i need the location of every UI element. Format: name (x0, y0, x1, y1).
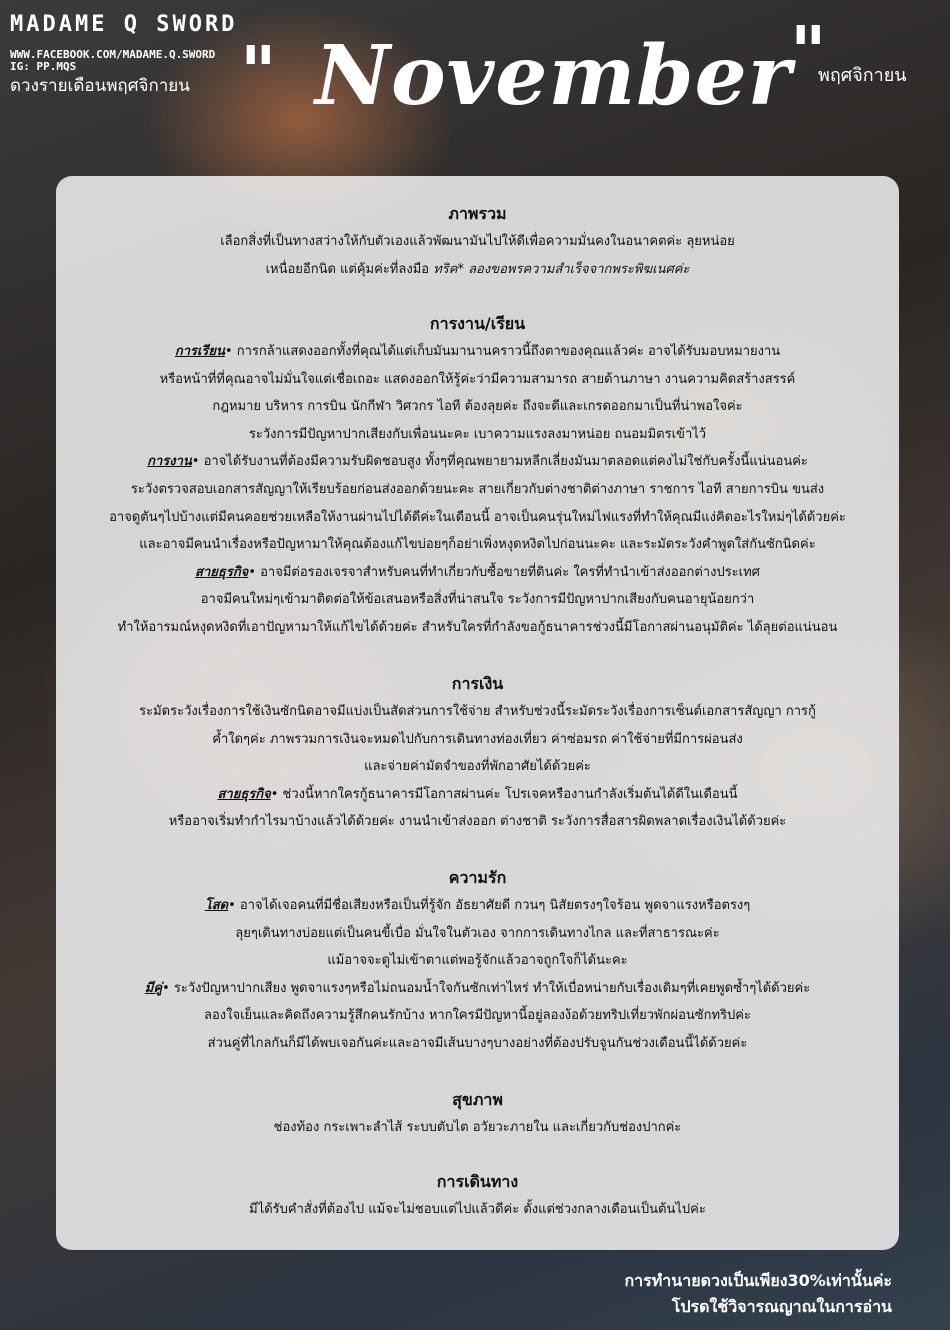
text-line: และจ่ายค่ามัดจำของที่พักอาศัยได้ด้วยค่ะ (364, 759, 591, 775)
text-line (56, 975, 899, 1003)
text-line: อาจดูตันๆไปบ้างแต่มีคนคอยช่วยเหลือให้งานผ่านไปได้ดีค่ะในเดือนนี้ อาจเป็นคนรุ่นใหม่ไฟแรงที่ทำให้คุณมีแง่คิดอะไรใหม่ๆได้ด้วยค่ะ (109, 509, 846, 525)
content-panel (56, 176, 899, 1250)
overview-section (56, 200, 899, 283)
text-line: ลองใจเย็นและคิดถึงความรู้สึกคนรักบ้าง หากใครมีปัญหานี้อยู่ลองง้อด้วยทริปเที่ยวพักผ่อนซักทริปค่ะ (204, 1008, 751, 1024)
text-line: ระมัดระวังเรื่องการใช้เงินซักนิดอาจมีแบ่งเป็นสัดส่วนการใช้จ่าย สำหรับช่วงนี้ระมัดระวังเรื่องการเซ็นต์เอกสารสัญญา การกู้ (139, 704, 816, 719)
text-line: หรืออาจเริ่มทำกำไรมาบ้างแล้วได้ด้วยค่ะ งานนำเข้าส่งออก ต่างชาติ ระวังการสื่อสารผิดพลาดเรื่องเงินได้ด้วยค่ะ (168, 814, 787, 830)
section-heading: ความรัก (448, 868, 507, 887)
title-quote-close: " (790, 10, 827, 93)
brand-subtitle: ดวงรายเดือนพฤศจิกายน (10, 76, 190, 96)
disclaimer-line: โปรดใช้วิจารณญาณในการอ่าน (671, 1297, 892, 1316)
tip-text: ทริค* ลองขอพรความสำเร็จจากพระพิฆเนศค่ะ (433, 261, 690, 277)
text-line: ลุยๆเดินทางบ่อยแต่เป็นคนขี้เบื่อ มั่นใจในตัวเอง จากการเดินทางไกล และที่สาธารณะค่ะ (235, 925, 720, 941)
text-line: เลือกสิ่งที่เป็นทางสว่างให้กับตัวเองแล้วพัฒนามันไปให้ดีเพื่อความมั่นคงในอนาคตค่ะ ลุยหน่อย (220, 234, 735, 249)
text-fragment: เหนื่อยอีกนิด แต่คุ้มค่ะที่ลงมือ (265, 261, 434, 277)
text-fragment: • อาจมีต่อรองเจรจาสำหรับคนที่ทำเกี่ยวกับซื้อขายที่ดินค่ะ ใครที่ทำนำเข้าส่งออกต่างประเทศ (248, 564, 760, 580)
text-line (56, 256, 899, 284)
section-heading: สุขภาพ (452, 1090, 503, 1109)
title-thai: พฤศจิกายน (818, 65, 907, 86)
text-line (56, 559, 899, 587)
text-line: และอาจมีคนนำเรื่องหรือปัญหามาให้คุณต้องแก้ไขบ่อยๆก็อย่าเพิ่งหงุดหงิดไปก่อนนะคะ และระมัดระวังคำพูดใส่กันซักนิดค่ะ (139, 537, 816, 553)
disclaimer (624, 1268, 892, 1320)
business-tag: สายธุรกิจ (217, 786, 271, 802)
section-heading: ภาพรวม (448, 204, 507, 223)
facebook-handle: WWW.FACEBOOK.COM/MADAME.Q.SWORD (10, 48, 216, 61)
text-line: หรือหน้าที่ที่คุณอาจไม่มั่นใจแต่เชื่อเถอะ แสดงออกให้รู้ค่ะว่ามีความสามารถ สายด้านภาษา งานความคิดสร้างสรรค์ (159, 371, 796, 387)
text-line: ทำให้อารมณ์หงุดหงิดที่เอาปัญหามาให้แก้ไขได้ด้วยค่ะ สำหรับใครที่กำลังขอกู้ธนาคารช่วงนี้มีโอกาสผ่านอนุมัติค่ะ ได้ลุยต่อแน่นอน (117, 619, 838, 635)
title-quote-open: " (240, 30, 277, 113)
text-fragment: • การกล้าแสดงออกทั้งที่คุณได้แต่เก็บมันมานานคราวนี้ถึงตาของคุณแล้วค่ะ อาจได้รับมอบหมายงาน (224, 344, 781, 359)
text-fragment: • อาจได้เจอคนที่มีชื่อเสียงหรือเป็นที่รู้จัก อัธยาศัยดี กวนๆ นิสัยตรงๆใจร้อน พูดจาแรงหรือตรงๆ (228, 898, 751, 913)
text-line (56, 338, 899, 366)
text-fragment: • ระวังปัญหาปากเสียง พูดจาแรงๆหรือไม่ถนอมน้ำใจกันซักเท่าไหร่ ทำให้เบื่อหน่ายกับเรื่องเดิมๆที่เคยพูดซ้ำๆได้ด้วยค่ะ (162, 980, 811, 996)
text-line (56, 781, 899, 809)
text-line: ระวังการมีปัญหาปากเสียงกับเพื่อนนะคะ เบาความแรงลงมาหน่อย ถนอมมิตรเข้าไว้ (248, 426, 707, 442)
text-fragment: • อาจได้รับงานที่ต้องมีความรับผิดชอบสูง ทั้งๆที่คุณพยายามหลีกเลี่ยงมันมาตลอดแต่คงไม่ใช่กับครั้งนี้แน่นอนค่ะ (191, 454, 808, 470)
study-tag: การเรียน (174, 344, 225, 359)
health-section (56, 1086, 899, 1142)
single-tag: โสด (204, 898, 229, 913)
text-line: ช่องท้อง กระเพาะลำไส้ ระบบตับไต อวัยวะภายใน และเกี่ยวกับช่องปากค่ะ (273, 1120, 682, 1135)
job-tag: การงาน (147, 454, 192, 470)
love-section (56, 864, 899, 1058)
text-line: อาจมีคนใหม่ๆเข้ามาติดต่อให้ข้อเสนอหรือสิ่งที่น่าสนใจ ระวังการมีปัญหาปากเสียงกับคนอายุน้อยกว่า (200, 592, 755, 608)
text-line (56, 892, 899, 920)
money-section (56, 670, 899, 836)
work-section (56, 310, 899, 642)
section-heading: การงาน/เรียน (429, 314, 526, 333)
instagram-handle: IG: PP.MQS (10, 60, 77, 73)
text-line: ส่วนคู่ที่ไกลกันก็มีได้พบเจอกันค่ะและอาจมีเส้นบางๆบางอย่างที่ต้องปรับจูนกันช่วงเดือนนี้ได้ด้วยค่ะ (207, 1035, 748, 1051)
text-line: กฎหมาย บริหาร การบิน นักกีฬา วิศวกร ไอที ต้องลุยค่ะ ถึงจะดีและเกรดออกมาเป็นที่น่าพอใจค่ะ (212, 399, 743, 415)
section-heading: การเงิน (451, 674, 504, 693)
text-fragment: • ช่วงนี้หากใครกู้ธนาคารมีโอกาสผ่านค่ะ โปรเจคหรืองานกำลังเริ่มต้นได้ดีในเดือนนี้ (270, 786, 738, 802)
text-line: ระวังตรวจสอบเอกสารสัญญาให้เรียบร้อยก่อนส่งออกด้วยนะคะ สายเกี่ยวกับต่างชาติต่างภาษา ราชการ ไอที สายการบิน ขนส่ง (130, 481, 825, 497)
section-heading: การเดินทาง (436, 1172, 519, 1191)
disclaimer-line: การทำนายดวงเป็นเพียง30%เท่านั้นค่ะ (624, 1271, 892, 1290)
page-title: November (315, 28, 792, 124)
header (0, 0, 950, 175)
couple-tag: มีคู่ (144, 980, 163, 996)
text-line: แม้อาจจะดูไม่เข้าตาแต่พอรู้จักแล้วอาจถูกใจก็ได้นะคะ (327, 953, 628, 969)
text-line (56, 448, 899, 476)
business-tag: สายธุรกิจ (195, 564, 249, 580)
brand-name: MADAME Q SWORD (10, 12, 238, 37)
text-line: มีได้รับคำสั่งที่ต้องไป แม้จะไม่ชอบแต่ไปแล้วดีค่ะ ตั้งแต่ช่วงกลางเดือนเป็นต้นไปค่ะ (249, 1202, 706, 1217)
travel-section (56, 1168, 899, 1224)
text-line: ค้ำใดๆค่ะ ภาพรวมการเงินจะหมดไปกับการเดินทางท่องเที่ยว ค่าซ่อมรถ ค่าใช้จ่ายที่มีการผ่อนส่ง (212, 731, 743, 747)
